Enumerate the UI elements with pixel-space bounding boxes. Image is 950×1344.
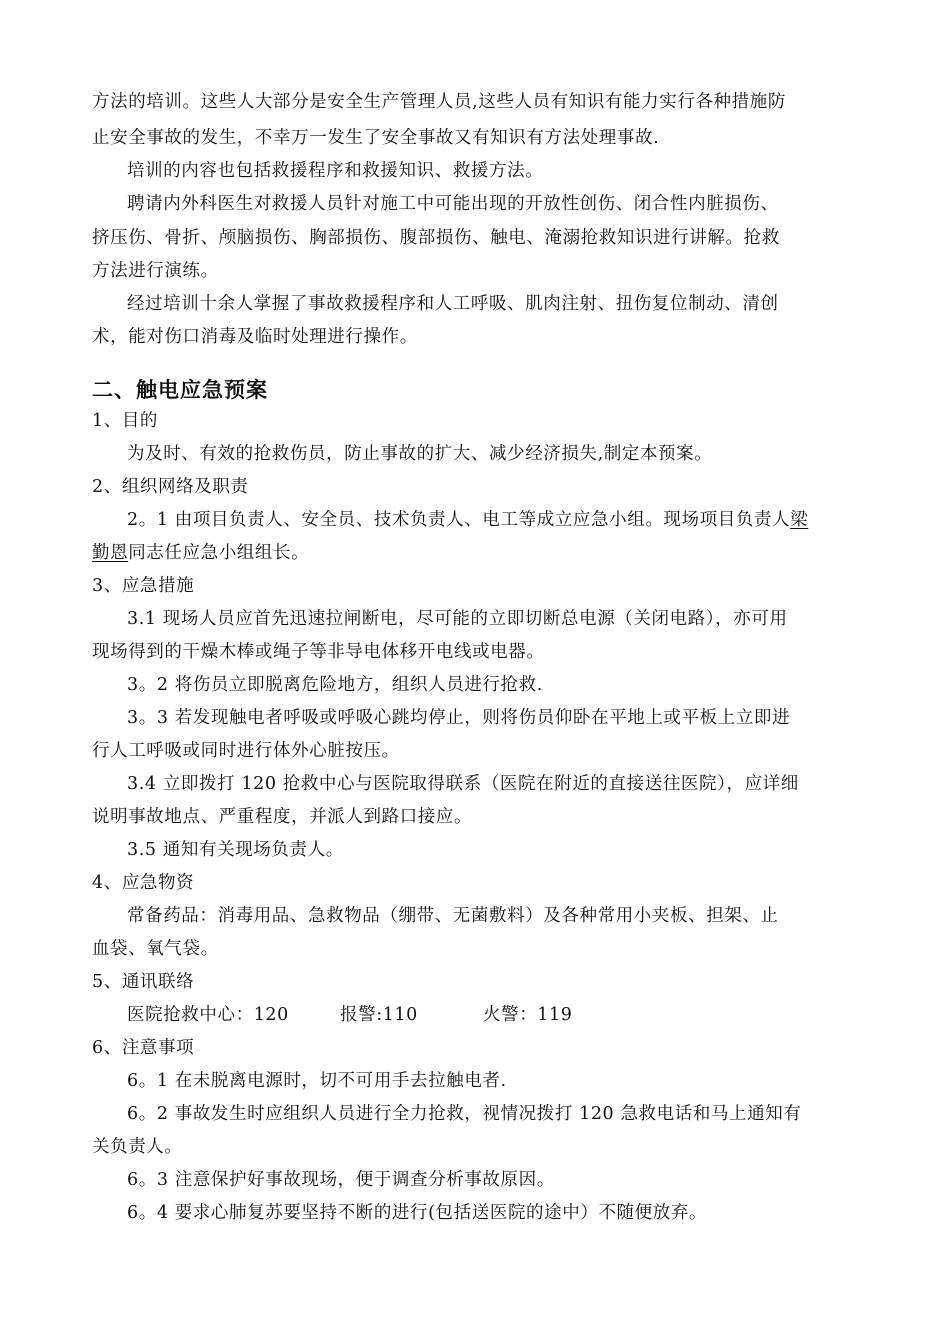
section-heading: 二、触电应急预案 bbox=[92, 378, 268, 402]
paragraph-line: 挤压伤、骨折、颅脑损伤、胸部损伤、腹部损伤、触电、淹溺抢救知识进行讲解。抢救 bbox=[92, 228, 780, 248]
subsection-title: 6、注意事项 bbox=[92, 1038, 195, 1058]
paragraph-line: 聘请内外科医生对救援人员针对施工中可能出现的开放性创伤、闭合性内脏损伤、 bbox=[127, 194, 779, 214]
subsection-title: 5、通讯联络 bbox=[92, 972, 195, 992]
paragraph-line: 3.4 立即拨打 120 抢救中心与医院取得联系（医院在附近的直接送往医院），应详细 bbox=[127, 774, 799, 794]
paragraph-line: 6。2 事故发生时应组织人员进行全力抢救，视情况拨打 120 急救电话和马上通知有 bbox=[127, 1104, 802, 1124]
paragraph-text: 2。1 由项目负责人、安全员、技术负责人、电工等成立应急小组。现场项目负责人 bbox=[127, 510, 791, 530]
subsection-title: 4、应急物资 bbox=[92, 873, 195, 893]
contact-row bbox=[0, 1004, 950, 1026]
paragraph-line: 为及时、有效的抢救伤员，防止事故的扩大、减少经济损失,制定本预案。 bbox=[127, 444, 713, 464]
hospital-contact: 医院抢救中心：120 bbox=[127, 1005, 289, 1025]
paragraph-line: 血袋、氧气袋。 bbox=[92, 939, 219, 959]
subsection-title: 3、应急措施 bbox=[92, 576, 195, 596]
paragraph-line: 3。2 将伤员立即脱离危险地方，组织人员进行抢救. bbox=[127, 675, 543, 695]
paragraph-line: 说明事故地点、严重程度，并派人到路口接应。 bbox=[92, 807, 473, 827]
paragraph-line: 方法的培训。这些人大部分是安全生产管理人员,这些人员有知识有能力实行各种措施防 bbox=[92, 92, 786, 112]
paragraph-line: 3.5 通知有关现场负责人。 bbox=[127, 840, 344, 860]
paragraph-line: 经过培训十余人掌握了事故救援程序和人工呼吸、肌肉注射、扭伤复位制动、清创 bbox=[127, 294, 779, 314]
fire-contact: 火警：119 bbox=[483, 1005, 573, 1025]
paragraph-line: 关负责人。 bbox=[92, 1137, 183, 1157]
paragraph-line bbox=[127, 509, 808, 531]
paragraph-line: 6。3 注意保护好事故现场，便于调查分析事故原因。 bbox=[127, 1170, 555, 1190]
paragraph-line: 6。1 在未脱离电源时，切不可用手去拉触电者. bbox=[127, 1071, 507, 1091]
subsection-title: 1、目的 bbox=[92, 411, 159, 431]
paragraph-line: 现场得到的干燥木棒或绳子等非导电体移开电线或电器。 bbox=[92, 642, 545, 662]
police-contact: 报警:110 bbox=[340, 1005, 418, 1025]
paragraph-line: 方法进行演练。 bbox=[92, 261, 219, 281]
paragraph-line: 术，能对伤口消毒及临时处理进行操作。 bbox=[92, 327, 418, 347]
leader-name: 勤恩 bbox=[92, 543, 129, 563]
paragraph-line: 6。4 要求心肺复苏要坚持不断的进行(包括送医院的途中）不随便放弃。 bbox=[127, 1203, 708, 1223]
paragraph-line: 培训的内容也包括救援程序和救援知识、救援方法。 bbox=[127, 161, 544, 181]
leader-name: 梁 bbox=[790, 510, 809, 530]
paragraph-line: 止安全事故的发生，不幸万一发生了安全事故又有知识有方法处理事故. bbox=[92, 128, 660, 148]
paragraph-line: 3.1 现场人员应首先迅速拉闸断电，尽可能的立即切断总电源（关闭电路），亦可用 bbox=[127, 609, 788, 629]
paragraph-line bbox=[92, 542, 309, 564]
paragraph-line: 行人工呼吸或同时进行体外心脏按压。 bbox=[92, 741, 400, 761]
paragraph-line: 常备药品：消毒用品、急救物品（绷带、无菌敷料）及各种常用小夹板、担架、止 bbox=[127, 906, 779, 926]
paragraph-text: 同志任应急小组组长。 bbox=[128, 543, 310, 563]
subsection-title: 2、组织网络及职责 bbox=[92, 477, 249, 497]
paragraph-line: 3。3 若发现触电者呼吸或呼吸心跳均停止，则将伤员仰卧在平地上或平板上立即进 bbox=[127, 708, 791, 728]
